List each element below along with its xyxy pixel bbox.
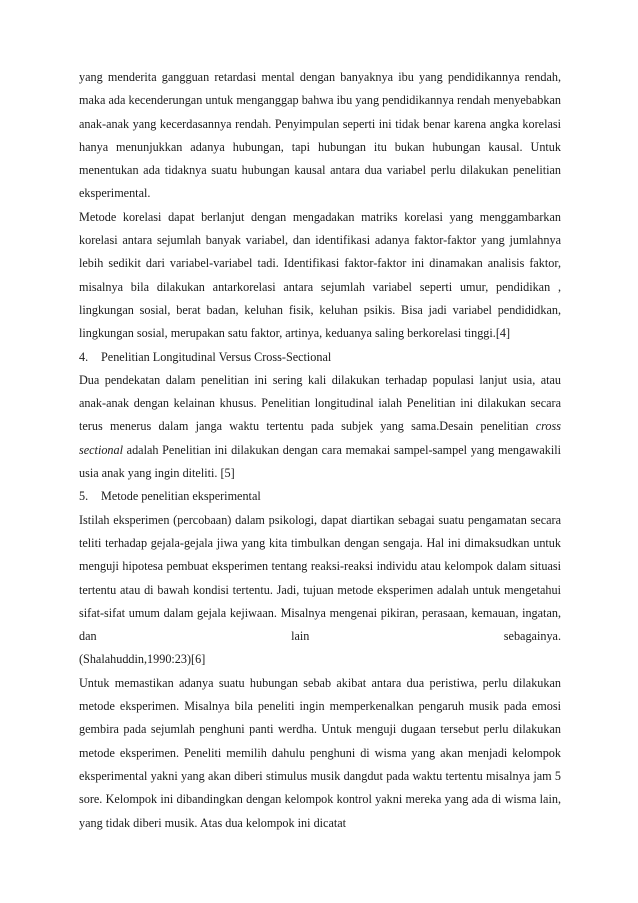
section-heading-4 — [79, 346, 561, 369]
document-page — [79, 66, 561, 835]
paragraph-korelasi-conclusion: yang menderita gangguan retardasi mental dengan banyaknya ibu yang pendidikannya rendah, maka ada kecenderungan untuk menganggap bahwa ibu yang pendidikannya rendah menyebabkan anak-anak yang kecerdasannya rendah. Penyimpulan seperti ini tidak benar karena angka korelasi hanya menunjukkan adanya hubungan, tapi hubungan itu bukan hubungan kausal. Untuk menentukan ada tidaknya suatu hubungan kausal antara dua variabel perlu dilakukan penelitian eksperimental. — [79, 70, 561, 201]
paragraph-matriks-korelasi: Metode korelasi dapat berlanjut dengan mengadakan matriks korelasi yang menggambarkan korelasi antara sejumlah banyak variabel, dan identifikasi adanya faktor-faktor yang jumlahnya lebih sedikit dari variabel-variabel tadi. Identifikasi faktor-faktor ini dinamakan analisis faktor, misalnya bila dilakukan antarkorelasi antara sejumlah variabel seperti umur, pendidikan , lingkungan sosial, berat badan, keluhan fisik, keluhan psikis. Bisa jadi variabel pendididkan, lingkungan sosial, merupakan satu faktor, artinya, keduanya saling berkorelasi tinggi.[4] — [79, 209, 561, 341]
paragraph-longitudinal — [79, 369, 561, 485]
section-heading-5 — [79, 485, 561, 508]
section-number: 5. — [79, 489, 89, 504]
section-title: Penelitian Longitudinal Versus Cross-Sectional — [101, 349, 332, 364]
paragraph-eksperimen-example: Untuk memastikan adanya suatu hubungan sebab akibat antara dua peristiwa, perlu dilakukan metode eksperimen. Misalnya bila peneliti ingin memperkenalkan pengaruh musik pada emosi gembira pada sejumlah penghuni panti werdha. Untuk menguji dugaan tersebut perlu dilakukan metode eksperimen. Peneliti memilih dahulu penghuni di wisma yang akan menjadi kelompok eksperimental yakni yang akan diberi stimulus musik dangdut pada waktu tertentu misalnya jam 5 sore. Kelompok ini dibandingkan dengan kelompok kontrol yakni mereka yang ada di wisma lain, yang tidak diberi musik. Atas dua kelompok ini dicatat — [79, 675, 561, 830]
italic-term: cross sectional — [79, 419, 561, 457]
paragraph-eksperimen-definition: Istilah eksperimen (percobaan) dalam psikologi, dapat diartikan sebagai suatu pengamatan secara teliti terhadap gejala-gejala jiwa yang kita timbulkan dengan sengaja. Hal ini dimaksudkan untuk menguji hipotesa pembuat eksperimen tentang reaksi-reaksi individu atau kelompok dalam situasi tertentu atau di bawah kondisi tertentu. Jadi, tujuan metode eksperimen adalah untuk mengetahui sifat-sifat umum dalam gejala kejiwaan. Misalnya mengenai pikiran, perasaan, kemauan, ingatan, dan lain sebagainya. — [79, 512, 561, 644]
section-number: 4. — [79, 349, 89, 364]
text-segment: adalah Penelitian ini dilakukan dengan cara memakai sampel-sampel yang mengawakili usia anak yang ingin diteliti. [5] — [79, 442, 561, 481]
text-segment: Dua pendekatan dalam penelitian ini sering kali dilakukan terhadap populasi lanjut usia, atau anak-anak dengan kelainan khusus. Penelitian longitudinal ialah Penelitian ini dilakukan secara terus menerus dalam janga waktu tertentu pada subjek yang sama.Desain penelitian — [79, 372, 561, 434]
citation-line: (Shalahuddin,1990:23)[6] — [79, 652, 206, 667]
section-title: Metode penelitian eksperimental — [101, 489, 261, 504]
